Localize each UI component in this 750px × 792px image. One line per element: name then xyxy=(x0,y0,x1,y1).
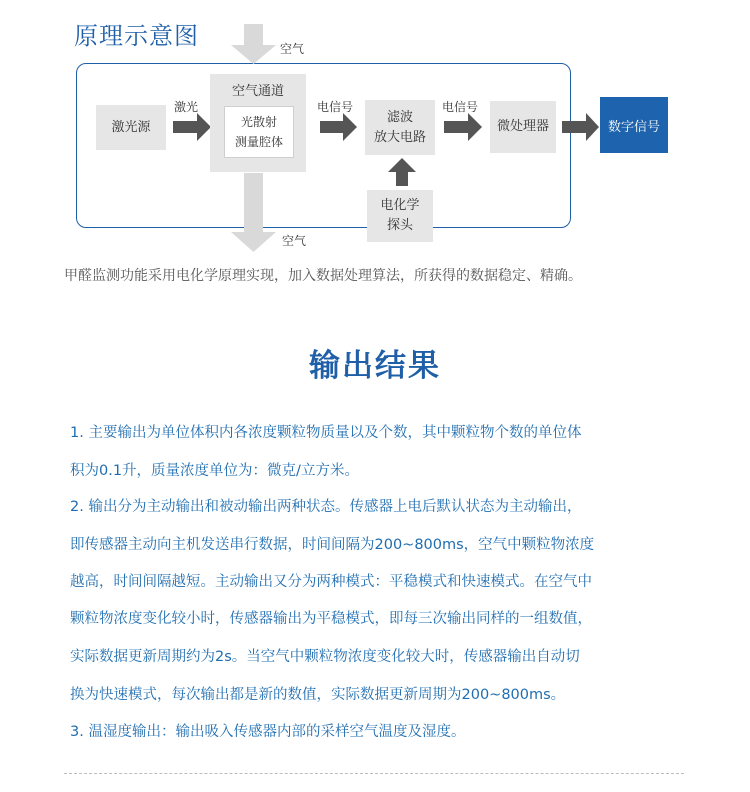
air-in-label: 空气 xyxy=(280,42,305,56)
electrochem-probe-box xyxy=(367,190,433,242)
air-channel-text: 空气通道 xyxy=(231,84,284,99)
laser-arrow-label: 激光 xyxy=(174,100,199,114)
probe-line2: 探头 xyxy=(386,218,413,233)
probe-arrow xyxy=(388,158,416,186)
laser-source-box xyxy=(96,105,166,150)
filter-amp-box xyxy=(365,100,435,155)
paragraph-line: 越高，时间间隔越短。主动输出又分为两种模式：平稳模式和快速模式。在空气中 xyxy=(70,574,592,590)
paragraph-line: 换为快速模式，每次输出都是新的数值，实际数据更新周期为200~800ms。 xyxy=(70,687,566,703)
dashed-divider xyxy=(64,773,684,774)
digital-signal-text: 数字信号 xyxy=(607,119,660,135)
mcu-text: 微处理器 xyxy=(496,119,549,134)
paragraph-line: 颗粒物浓度变化较小时，传感器输出为平稳模式，即每三次输出同样的一组数值， xyxy=(70,611,592,627)
chamber-line2: 测量腔体 xyxy=(234,135,283,149)
chamber-line1: 光散射 xyxy=(240,115,277,129)
signal2-label: 电信号 xyxy=(442,100,479,114)
signal1-label: 电信号 xyxy=(317,100,354,114)
paragraph-line: 积为0.1升，质量浓度单位为：微克/立方米。 xyxy=(70,463,359,479)
laser-source-text: 激光源 xyxy=(111,119,151,135)
paragraph-line: 1. 主要输出为单位体积内各浓度颗粒物质量以及个数，其中颗粒物个数的单位体 xyxy=(70,425,582,441)
laser-arrow xyxy=(173,113,211,141)
signal-arrow-2 xyxy=(444,113,482,141)
filter-line1: 滤波 xyxy=(386,109,413,125)
mcu-box xyxy=(490,101,556,153)
filter-line2: 放大电路 xyxy=(373,129,426,145)
paragraph-line: 实际数据更新周期约为2s。当空气中颗粒物浓度变化较大时，传感器输出自动切 xyxy=(70,649,580,665)
scattering-chamber-box xyxy=(224,106,294,158)
diagram-caption: 甲醛监测功能采用电化学原理实现，加入数据处理算法，所获得的数据稳定、精确。 xyxy=(64,268,582,284)
air-in-arrow xyxy=(231,24,276,64)
section-title: 原理示意图 xyxy=(74,22,199,50)
output-results-heading: 输出结果 xyxy=(309,348,441,384)
signal-arrow-1 xyxy=(320,113,357,141)
paragraph-line: 2. 输出分为主动输出和被动输出两种状态。传感器上电后默认状态为主动输出， xyxy=(70,499,582,515)
air-out-label: 空气 xyxy=(282,234,307,248)
output-arrow xyxy=(562,113,599,141)
digital-signal-box xyxy=(600,97,668,153)
paragraph-line: 3. 温湿度输出：输出吸入传感器内部的采样空气温度及湿度。 xyxy=(70,724,466,740)
probe-line1: 电化学 xyxy=(380,198,420,213)
air-out-arrow xyxy=(231,173,276,252)
paragraph-line: 即传感器主动向主机发送串行数据，时间间隔为200~800ms，空气中颗粒物浓度 xyxy=(70,537,595,553)
